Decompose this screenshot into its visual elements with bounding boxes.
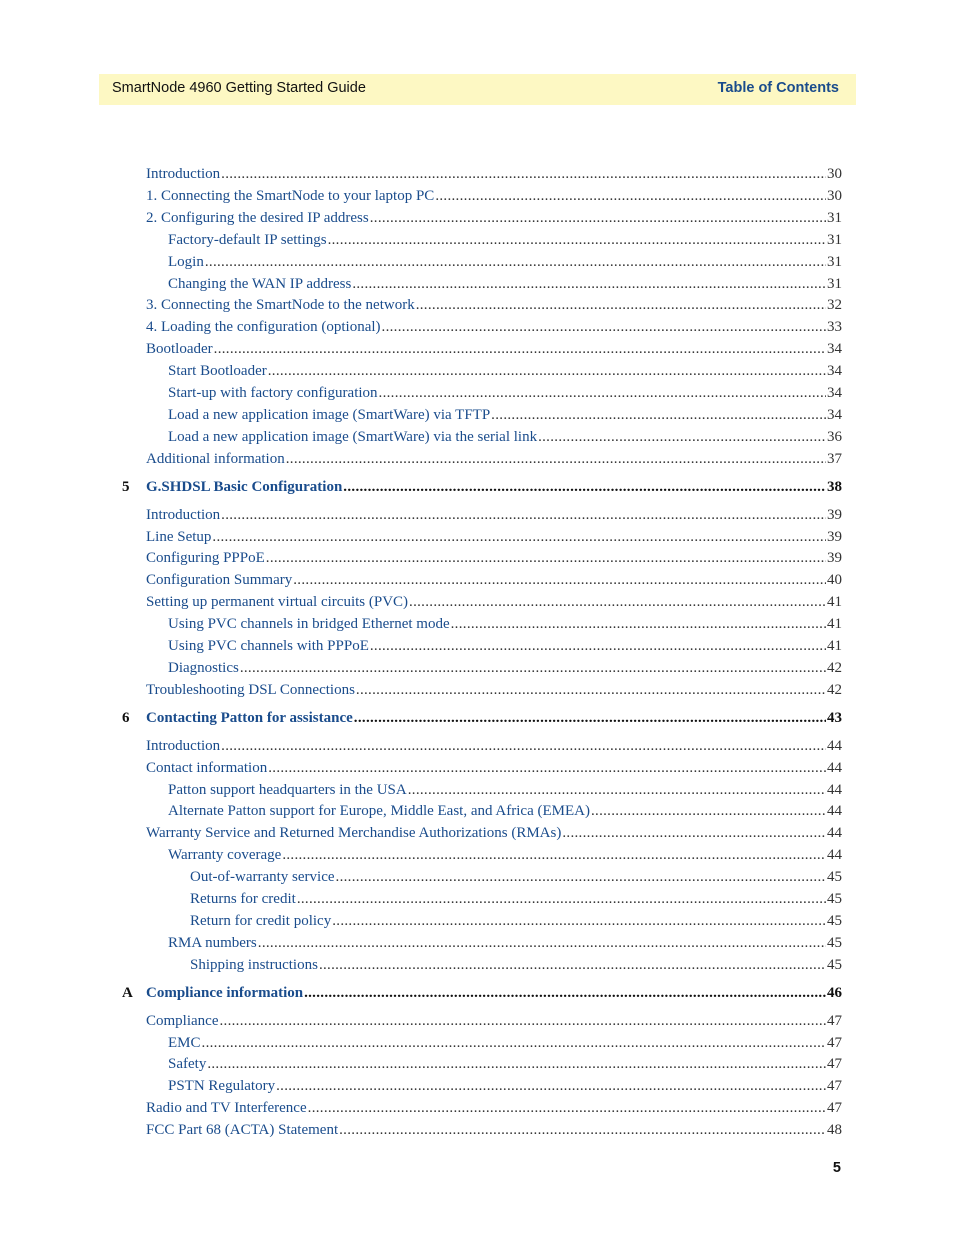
toc-entry[interactable] [146,549,842,567]
toc-entry-page: 47 [827,1078,842,1095]
toc-entry[interactable] [168,253,842,271]
toc-entry-page: 31 [827,275,842,292]
toc-entry-page: 45 [827,912,842,929]
toc-entry[interactable] [146,296,842,314]
toc-entry-page: 34 [827,406,842,423]
toc-entry[interactable] [190,890,842,908]
toc-entry[interactable] [146,187,842,205]
toc-entry-title: Compliance [146,1012,219,1029]
toc-entry[interactable] [146,318,842,336]
toc-entry-title: 1. Connecting the SmartNode to your laptop PC [146,187,435,204]
dot-leader [202,1034,826,1052]
toc-entry-page: 31 [827,231,842,248]
dot-leader [221,506,826,524]
toc-entry-page: 38 [827,478,842,495]
toc-entry[interactable] [146,1121,842,1139]
dot-leader [266,549,826,567]
toc-entry-page: 44 [827,759,842,776]
toc-entry-page: 47 [827,1100,842,1117]
toc-entry[interactable] [146,593,842,611]
toc-entry[interactable] [146,759,842,777]
dot-leader [304,984,826,1002]
toc-chapter-entry[interactable] [146,478,842,496]
dot-leader [221,165,826,183]
toc-entry[interactable] [168,1077,842,1095]
toc-entry[interactable] [190,956,842,974]
toc-entry-title: Using PVC channels with PPPoE [168,638,369,654]
toc-entry-title: Load a new application image (SmartWare) via TFTP [168,406,491,423]
dot-leader [343,478,826,496]
toc-entry-page: 47 [827,1012,842,1029]
dot-leader [352,275,826,293]
toc-entry-page: 45 [827,934,842,951]
toc-entry-page: 32 [827,297,842,314]
dot-leader [538,428,826,446]
toc-entry[interactable] [146,506,842,524]
dot-leader [370,209,826,227]
toc-entry-page: 40 [827,572,842,589]
section-title: Table of Contents [717,80,839,96]
toc-entry[interactable] [168,659,842,677]
toc-entry-title: 2. Configuring the desired IP address [146,209,369,226]
dot-leader [354,709,826,727]
dot-leader [219,1012,826,1030]
toc-entry-title: Compliance information [146,984,304,1001]
toc-entry-page: 45 [827,869,842,886]
toc-entry-page: 34 [827,363,842,380]
toc-entry-page: 41 [827,594,842,611]
toc-entry-title: Changing the WAN IP address [168,275,352,292]
toc-entry-title: PSTN Regulatory [168,1078,276,1095]
toc-entry[interactable] [168,1055,842,1073]
dot-leader [214,340,826,358]
dot-leader [491,406,826,424]
toc-entry-page: 31 [827,209,842,226]
toc-entry[interactable] [168,231,842,249]
dot-leader [356,681,826,699]
toc-entry-page: 44 [827,781,842,798]
toc-entry[interactable] [168,781,842,799]
toc-entry-page: 33 [827,319,842,336]
toc-entry[interactable] [146,340,842,358]
toc-entry-title: Setting up permanent virtual circuits (PVC) [146,594,409,611]
toc-entry-title: RMA numbers [168,934,257,951]
toc-entry-title: EMC [168,1034,201,1051]
toc-entry-page: 39 [827,506,842,523]
toc-entry-title: Introduction [146,737,221,754]
toc-entry-title: Additional information [146,450,285,467]
toc-entry-page: 44 [827,737,842,754]
toc-entry-title: Warranty coverage [168,847,282,864]
toc-entry-title: Line Setup [146,528,212,545]
toc-entry[interactable] [168,384,842,402]
toc-entry-page: 39 [827,528,842,545]
toc-entry[interactable] [168,637,842,655]
dot-leader [416,296,826,314]
dot-leader [370,637,826,655]
dot-leader [293,571,826,589]
dot-leader [409,593,826,611]
toc-entry-page: 31 [827,253,842,270]
toc-entry-page: 47 [827,1056,842,1073]
dot-leader [205,253,826,271]
toc-entry-page: 47 [827,1034,842,1051]
toc-entry[interactable] [190,868,842,886]
toc-entry-title: Configuring PPPoE [146,550,265,567]
dot-leader [268,759,826,777]
toc-entry[interactable] [146,165,842,183]
dot-leader [451,615,826,633]
toc-entry[interactable] [168,362,842,380]
toc-entry-page: 41 [827,638,842,654]
toc-entry[interactable] [146,209,842,227]
toc-entry-title: Warranty Service and Returned Merchandise Authorizations (RMAs) [146,825,562,842]
toc-entry[interactable] [146,824,842,842]
toc-entry-title: Shipping instructions [190,956,318,973]
dot-leader [379,384,826,402]
dot-leader [319,956,826,974]
toc-entry[interactable] [146,681,842,699]
toc-entry-title: Login [168,253,204,270]
toc-entry[interactable] [168,802,842,820]
dot-leader [207,1055,826,1073]
page-header [99,74,856,105]
toc-entry-page: 41 [827,616,842,633]
toc-chapter-entry[interactable] [146,984,842,1002]
toc-entry-page: 44 [827,825,842,842]
toc-entry[interactable] [168,615,842,633]
toc-entry-page: 30 [827,166,842,182]
dot-leader [336,868,826,886]
toc-entry-page: 44 [827,803,842,820]
toc-entry[interactable] [146,737,842,755]
guide-title: SmartNode 4960 Getting Started Guide [112,80,366,96]
toc-entry[interactable] [146,1012,842,1030]
toc-entry-title: Introduction [146,166,221,182]
toc-chapter-entry[interactable] [146,709,842,727]
toc-entry-title: Diagnostics [168,659,239,676]
toc-entry-title: Load a new application image (SmartWare) via the serial link [168,428,538,445]
toc-entry[interactable] [168,934,842,952]
toc-entry[interactable] [190,912,842,930]
toc-entry-page: 37 [827,450,842,467]
dot-leader [297,890,826,908]
toc-entry[interactable] [146,450,842,468]
toc-entry-page: 44 [827,847,842,864]
toc-entry-title: Contacting Patton for assistance [146,709,353,726]
toc-entry-title: Alternate Patton support for Europe, Middle East, and Africa (EMEA) [168,803,590,820]
toc-entry-title: Start-up with factory configuration [168,385,378,401]
dot-leader [212,528,826,546]
toc-entry-title: G.SHDSL Basic Configuration [146,478,343,495]
chapter-number: 6 [122,709,130,726]
toc-entry-page: 42 [827,659,842,676]
dot-leader [308,1099,826,1117]
toc-entry[interactable] [168,1034,842,1052]
dot-leader [286,450,826,468]
page-number: 5 [832,1160,841,1176]
dot-leader [240,659,826,677]
dot-leader [382,318,826,336]
toc-entry-title: Using PVC channels in bridged Ethernet mode [168,616,450,633]
toc-entry-page: 34 [827,385,842,401]
toc-entry-title: FCC Part 68 (ACTA) Statement [146,1122,339,1139]
dot-leader [408,781,826,799]
dot-leader [221,737,826,755]
toc-entry-title: 3. Connecting the SmartNode to the network [146,297,415,314]
toc-entry-title: Bootloader [146,341,213,358]
toc-entry-title: Configuration Summary [146,572,293,589]
dot-leader [258,934,826,952]
toc-entry-page: 43 [827,709,842,726]
toc-entry-page: 46 [827,984,842,1001]
toc-entry-page: 42 [827,681,842,698]
toc-entry-title: Radio and TV Interference [146,1100,307,1117]
dot-leader [268,362,826,380]
dot-leader [562,824,826,842]
toc-entry-title: 4. Loading the configuration (optional) [146,319,381,336]
toc-entry[interactable] [168,275,842,293]
toc-entry-page: 48 [827,1122,842,1139]
toc-entry-page: 30 [827,187,842,204]
toc-entry-title: Start Bootloader [168,363,267,380]
toc-entry-title: Patton support headquarters in the USA [168,781,407,798]
dot-leader [332,912,826,930]
dot-leader [282,846,826,864]
toc-entry-page: 45 [827,956,842,973]
dot-leader [328,231,826,249]
toc-entry[interactable] [146,528,842,546]
toc-entry-title: Troubleshooting DSL Connections [146,681,355,698]
toc-entry-page: 36 [827,428,842,445]
chapter-number: A [122,984,133,1001]
toc-entry-title: Introduction [146,506,221,523]
toc-entry-title: Contact information [146,759,268,776]
toc-entry-title: Returns for credit [190,891,296,907]
dot-leader [435,187,826,205]
toc-entry[interactable] [168,406,842,424]
chapter-number: 5 [122,478,130,495]
toc-entry-title: Factory-default IP settings [168,231,327,248]
toc-entry[interactable] [146,571,842,589]
toc-entry-title: Out-of-warranty service [190,869,335,886]
dot-leader [339,1121,826,1139]
toc-entry[interactable] [168,428,842,446]
toc-entry-title: Return for credit policy [190,912,332,929]
toc-entry[interactable] [168,846,842,864]
dot-leader [276,1077,826,1095]
toc-entry-page: 45 [827,891,842,907]
toc-entry-page: 34 [827,341,842,358]
toc-entry-title: Safety [168,1056,207,1073]
toc-entry-page: 39 [827,550,842,567]
dot-leader [591,802,826,820]
toc-entry[interactable] [146,1099,842,1117]
